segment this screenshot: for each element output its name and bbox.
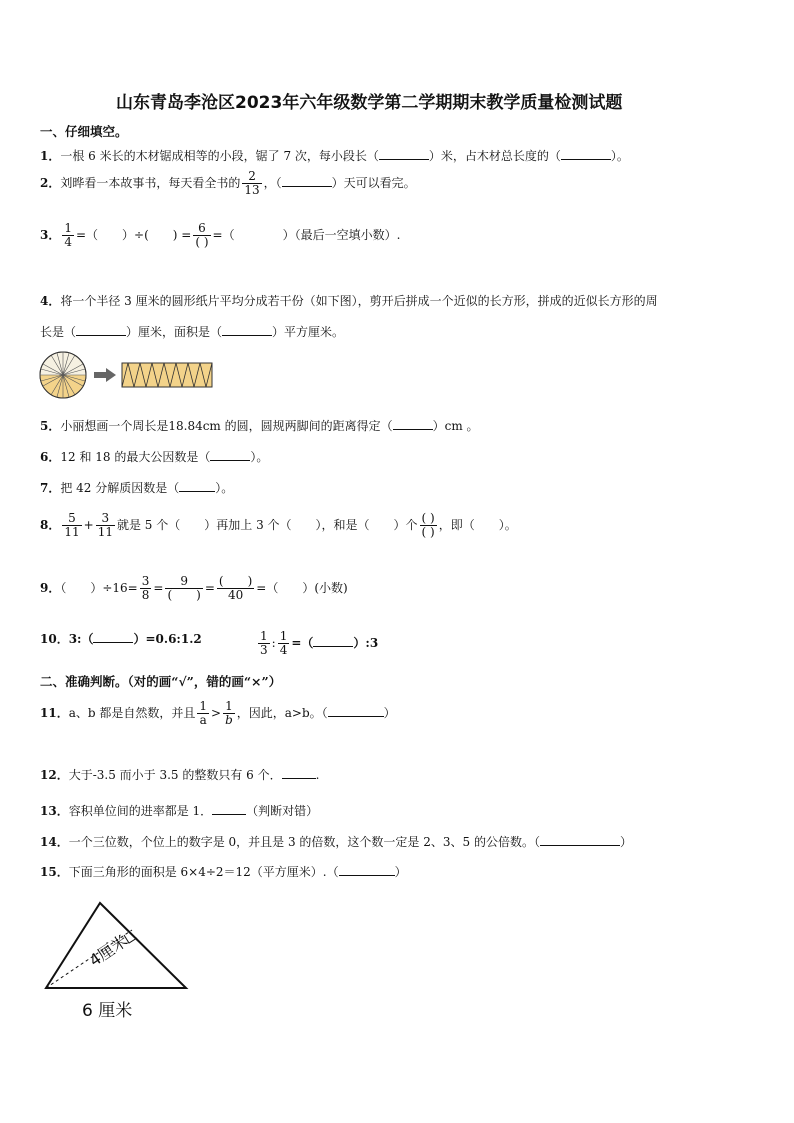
answer-blank[interactable] (339, 875, 395, 876)
answer-blank[interactable] (179, 491, 215, 492)
question-text: = (153, 581, 164, 596)
page-title: 山东青岛李沧区2023年六年级数学第二学期期末教学质量检测试题 (116, 93, 623, 113)
question-12 (40, 766, 319, 783)
question-text: 就是 5 个（ ）再加上 3 个（ ），和是（ ）个 (116, 518, 418, 533)
question-text: 下面三角形的面积是 6×4÷2＝12（平方厘米）.（ (68, 865, 339, 879)
question-text: ）=0.6:1.2 (133, 632, 202, 646)
triangle-height-label: 4厘米 (85, 930, 132, 971)
question-text: = (204, 581, 215, 596)
fraction: $\frac{9}{( )}$ (167, 574, 201, 603)
question-number: 10． (40, 632, 69, 646)
question-text: ）天可以看完。 (331, 176, 416, 191)
question-text: : (271, 636, 276, 651)
question-5 (40, 417, 479, 434)
fraction: $\frac{1}{4}$ (64, 221, 72, 250)
section-1-heading: 一、仔细填空。 (40, 124, 128, 139)
question-text: 刘晔看一本故事书，每天看全书的 (60, 176, 241, 191)
question-text: ） (619, 835, 632, 849)
question-number: 4． (40, 294, 61, 308)
answer-blank[interactable] (282, 186, 332, 187)
fraction: $\frac{6}{( )}$ (195, 221, 209, 250)
triangle-base-label: 6 厘米 (82, 1001, 133, 1021)
question-text: ，因此，a>b。（ (236, 706, 328, 721)
answer-blank[interactable] (379, 159, 429, 160)
question-1 (40, 147, 629, 164)
question-text: > (211, 706, 222, 721)
fraction: $\frac{3}{11}$ (97, 511, 113, 540)
question-text: 小丽想画一个周长是18.84cm 的圆，圆规两脚间的距离得定（ (60, 419, 393, 433)
arrow-icon (94, 368, 116, 382)
question-number: 13． (40, 804, 69, 818)
answer-blank[interactable] (76, 335, 126, 336)
answer-blank[interactable] (328, 716, 384, 717)
question-4-line-1 (40, 292, 658, 309)
question-text: ）平方厘米。 (272, 325, 345, 339)
section-2-heading: 二、准确判断。（对的画“√”，错的画“×”） (40, 674, 282, 689)
fraction: $\frac{1}{a}$ (199, 699, 207, 728)
question-11 (40, 700, 396, 727)
question-number: 7． (40, 481, 61, 495)
question-text: 把 42 分解质因数是（ (60, 481, 180, 495)
question-number: 8． (40, 518, 61, 533)
question-text: 容积单位间的进率都是 1． (68, 804, 213, 818)
question-text: =（ ）（最后一空填小数）. (212, 228, 401, 243)
answer-blank[interactable] (282, 778, 316, 779)
question-text: ） (394, 865, 407, 879)
question-number: 6． (40, 450, 61, 464)
fraction: $\frac{1}{b}$ (225, 699, 233, 728)
question-number: 3． (40, 228, 61, 243)
answer-blank[interactable] (222, 335, 272, 336)
question-text: . (315, 768, 320, 782)
question-14 (40, 833, 632, 850)
fraction: $\frac{5}{11}$ (64, 511, 80, 540)
question-text: =（ ）(小数) (256, 581, 348, 596)
question-number: 1． (40, 149, 61, 163)
question-10 (40, 630, 202, 647)
question-text: （ ）÷16= (60, 581, 138, 596)
question-13 (40, 802, 318, 819)
question-text: ，（ (263, 176, 282, 191)
approximate-rectangle (122, 363, 212, 387)
question-9 (40, 575, 348, 602)
answer-blank[interactable] (540, 845, 620, 846)
question-text: ）。 (250, 450, 269, 464)
question-6 (40, 448, 268, 465)
answer-blank[interactable] (313, 646, 353, 647)
question-text: ） (383, 706, 396, 721)
question-2 (40, 170, 416, 197)
question-text: 一根 6 米长的木材锯成相等的小段，锯了 7 次，每小段长（ (60, 149, 379, 163)
question-number: 15． (40, 865, 69, 879)
question-text: =（ (291, 636, 314, 651)
question-text: 长是（ (40, 325, 77, 339)
fraction: $\frac{( )}{40}$ (218, 574, 253, 603)
answer-blank[interactable] (393, 429, 433, 430)
question-7 (40, 479, 233, 496)
answer-blank[interactable] (210, 460, 250, 461)
question-text: 3:（ (68, 632, 94, 646)
question-text: a、b 都是自然数，并且 (68, 706, 196, 721)
question-text: ）cm 。 (432, 419, 479, 433)
question-number: 9． (40, 581, 61, 596)
question-text: =（ ）÷( ) = (76, 228, 192, 243)
fraction: $\frac{1}{3}$ (260, 629, 268, 658)
answer-blank[interactable] (212, 814, 246, 815)
question-number: 2． (40, 176, 61, 191)
question-number: 5． (40, 419, 61, 433)
question-text: + (83, 518, 94, 533)
question-text: ）厘米，面积是（ (126, 325, 223, 339)
question-text: ）:3 (353, 636, 379, 651)
answer-blank[interactable] (561, 159, 611, 160)
fraction: $\frac{( )}{( )}$ (421, 511, 435, 540)
question-10-part-2 (256, 630, 378, 657)
circle-to-rectangle-figure (38, 350, 218, 400)
fraction: $\frac{1}{4}$ (279, 629, 288, 658)
question-text: ）。 (610, 149, 629, 163)
question-8 (40, 512, 517, 539)
question-number: 14． (40, 835, 69, 849)
question-number: 11． (40, 706, 69, 721)
sectored-circle (40, 352, 86, 398)
question-text: ）。 (215, 481, 234, 495)
question-text: 将一个半径 3 厘米的圆形纸片平均分成若干份（如下图），剪开后拼成一个近似的长方形，拼成的近似长方形的周 (60, 294, 658, 308)
question-3 (40, 222, 400, 249)
question-text: ，即（ ）。 (438, 518, 517, 533)
question-text: 大于-3.5 而小于 3.5 的整数只有 6 个． (68, 768, 282, 782)
question-text: （判断对错） (246, 804, 319, 818)
question-15 (40, 863, 407, 880)
question-text: ）米，占木材总长度的（ (428, 149, 561, 163)
question-text: 12 和 18 的最大公因数是（ (60, 450, 211, 464)
question-number: 12． (40, 768, 69, 782)
question-4-line-2 (40, 323, 344, 340)
fraction: $\frac{3}{8}$ (141, 574, 150, 603)
question-text: 一个三位数，个位上的数字是 0，并且是 3 的倍数，这个数一定是 2、3、5 的公倍数。（ (68, 835, 540, 849)
answer-blank[interactable] (93, 642, 133, 643)
fraction: $\frac{2}{13}$ (244, 169, 260, 198)
